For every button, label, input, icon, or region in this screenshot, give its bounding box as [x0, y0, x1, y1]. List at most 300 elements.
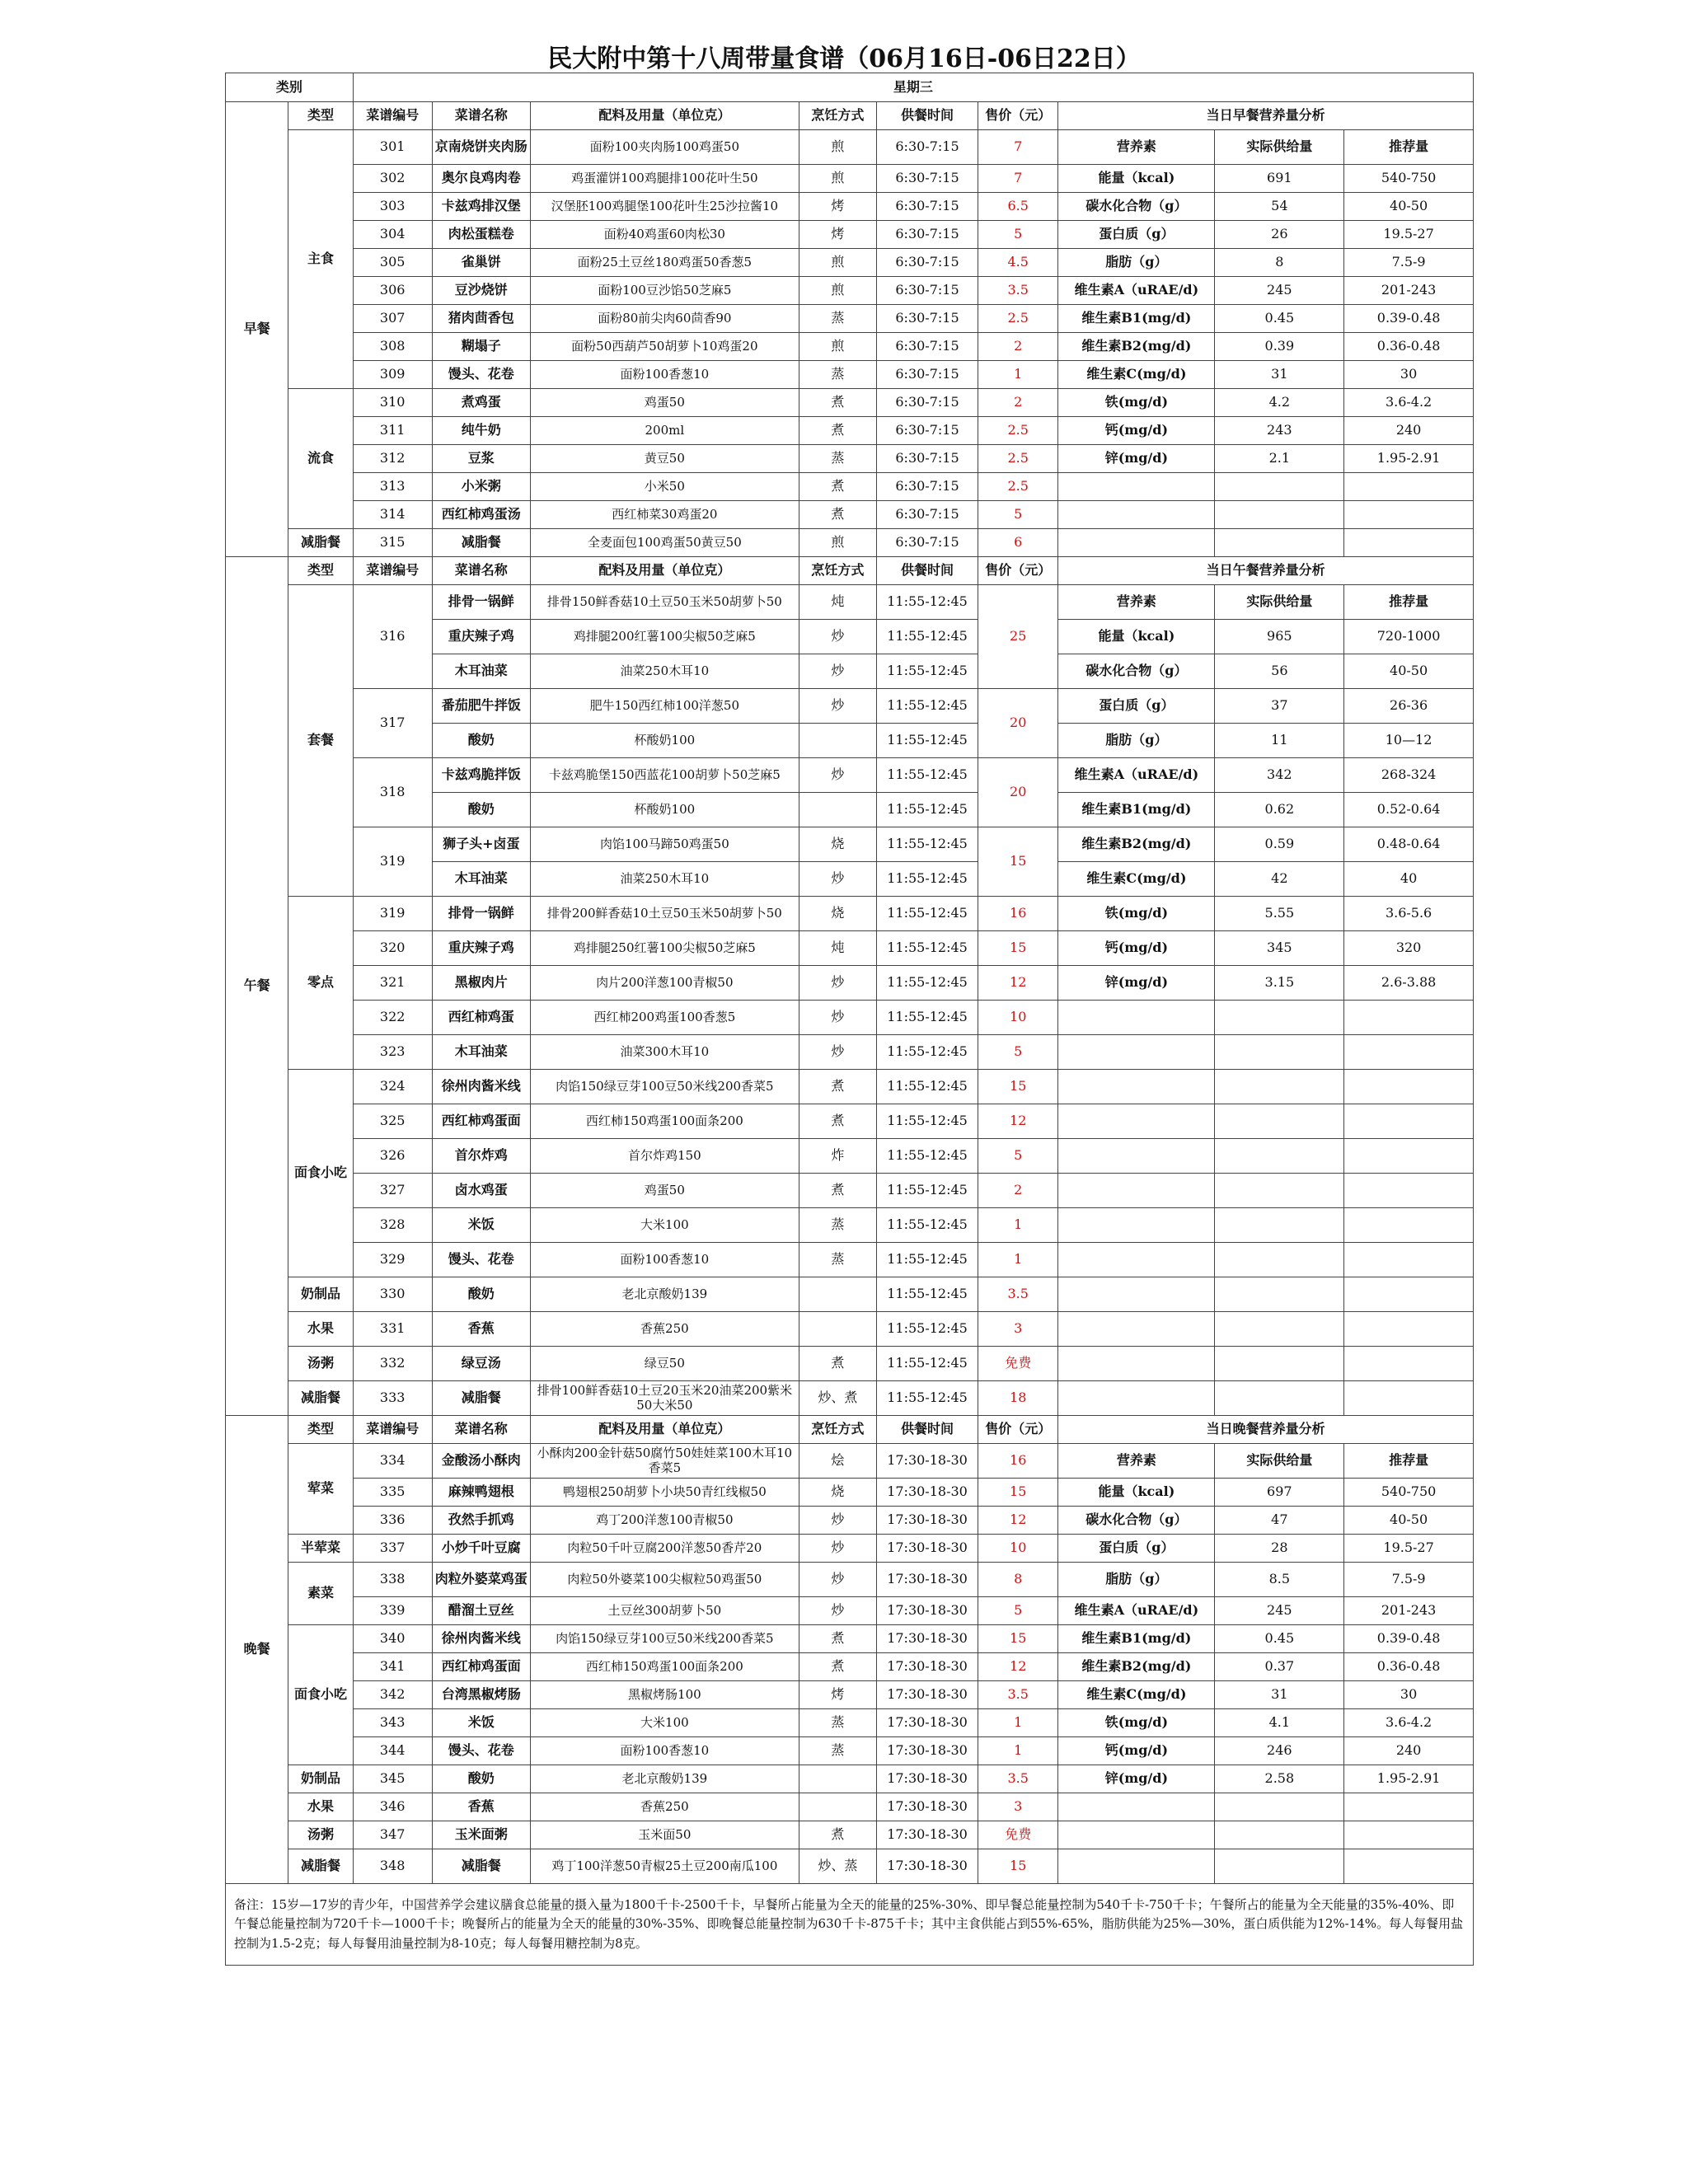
dish-time: 6:30-7:15	[876, 333, 978, 361]
dish-ingredients: 大米100	[530, 1709, 799, 1737]
empty-cell	[1215, 1035, 1344, 1070]
col-name: 菜谱名称	[432, 1416, 530, 1444]
nutrient-name: 碳水化合物（g）	[1058, 654, 1215, 689]
dish-name: 肉粒外婆菜鸡蛋	[432, 1563, 530, 1597]
dish-code: 318	[353, 758, 432, 827]
dish-time: 17:30-18-30	[876, 1849, 978, 1884]
nutrient-name: 维生素B1(mg/d)	[1058, 793, 1215, 827]
dish-row	[226, 1243, 1474, 1277]
empty-cell	[1215, 1849, 1344, 1884]
nutrient-actual: 697	[1215, 1479, 1344, 1507]
dish-type: 减脂餐	[288, 529, 353, 557]
dish-name: 酸奶	[432, 724, 530, 758]
dish-name: 馒头、花卷	[432, 1737, 530, 1765]
dish-name: 西红柿鸡蛋汤	[432, 501, 530, 529]
col-price: 售价（元）	[978, 102, 1058, 130]
dish-time: 11:55-12:45	[876, 654, 978, 689]
dish-time: 17:30-18-30	[876, 1444, 978, 1479]
analysis-title: 当日午餐营养量分析	[1058, 557, 1474, 585]
dish-code: 302	[353, 165, 432, 193]
dish-method: 烧	[799, 827, 876, 862]
empty-cell	[1058, 1174, 1215, 1208]
dish-ingredients: 鸡排腿250红薯100尖椒50芝麻5	[530, 931, 799, 966]
dish-row	[226, 1625, 1474, 1653]
dish-time: 17:30-18-30	[876, 1681, 978, 1709]
dish-ingredients: 汉堡胚100鸡腿堡100花叶生25沙拉酱10	[530, 193, 799, 221]
dish-code: 341	[353, 1653, 432, 1681]
dish-row	[226, 1479, 1474, 1507]
nutrient-actual: 0.59	[1215, 827, 1344, 862]
dish-time: 11:55-12:45	[876, 931, 978, 966]
dish-code: 315	[353, 529, 432, 557]
dish-name: 徐州肉酱米线	[432, 1625, 530, 1653]
dish-type: 荤菜	[288, 1444, 353, 1535]
dish-name: 雀巢饼	[432, 249, 530, 277]
dish-price: 免费	[978, 1347, 1058, 1381]
dish-type: 汤粥	[288, 1821, 353, 1849]
nutrient-recommended: 0.36-0.48	[1344, 333, 1474, 361]
dish-ingredients: 西红柿200鸡蛋100香葱5	[530, 1001, 799, 1035]
dish-method: 煎	[799, 165, 876, 193]
nutrient-actual: 31	[1215, 361, 1344, 389]
dish-ingredients: 大米100	[530, 1208, 799, 1243]
dish-code: 303	[353, 193, 432, 221]
dish-ingredients: 面粉100香葱10	[530, 361, 799, 389]
dish-ingredients: 面粉100香葱10	[530, 1737, 799, 1765]
dish-ingredients: 西红柿150鸡蛋100面条200	[530, 1653, 799, 1681]
dish-code: 310	[353, 389, 432, 417]
dish-code: 327	[353, 1174, 432, 1208]
nutrient-recommended: 540-750	[1344, 1479, 1474, 1507]
dish-row	[226, 1597, 1474, 1625]
nutrient-actual: 26	[1215, 221, 1344, 249]
empty-cell	[1058, 1139, 1215, 1174]
dish-row	[226, 1001, 1474, 1035]
nutrient-recommended: 40	[1344, 862, 1474, 897]
dish-method: 蒸	[799, 445, 876, 473]
dish-price: 10	[978, 1535, 1058, 1563]
nutrient-name: 维生素B2(mg/d)	[1058, 333, 1215, 361]
nutrient-recommended: 201-243	[1344, 1597, 1474, 1625]
nutrient-actual: 342	[1215, 758, 1344, 793]
dish-name: 奥尔良鸡肉卷	[432, 165, 530, 193]
dish-time: 6:30-7:15	[876, 193, 978, 221]
nutrient-recommended: 40-50	[1344, 1507, 1474, 1535]
actual-header: 实际供给量	[1215, 585, 1344, 620]
nutrient-actual: 0.45	[1215, 1625, 1344, 1653]
dish-method: 煮	[799, 1347, 876, 1381]
dish-method: 炒	[799, 654, 876, 689]
dish-row	[226, 1681, 1474, 1709]
dish-time: 6:30-7:15	[876, 417, 978, 445]
nutrient-actual: 691	[1215, 165, 1344, 193]
dish-row	[226, 1139, 1474, 1174]
dish-price: 3.5	[978, 1277, 1058, 1312]
empty-cell	[1215, 1208, 1344, 1243]
dish-name: 孜然手抓鸡	[432, 1507, 530, 1535]
dish-time: 17:30-18-30	[876, 1765, 978, 1793]
nutrient-recommended: 40-50	[1344, 193, 1474, 221]
dish-ingredients: 肉馅150绿豆芽100豆50米线200香菜5	[530, 1625, 799, 1653]
nutrient-recommended: 10—12	[1344, 724, 1474, 758]
empty-cell	[1058, 1208, 1215, 1243]
dish-ingredients: 肉馅150绿豆芽100豆50米线200香菜5	[530, 1070, 799, 1104]
dish-type: 半荤菜	[288, 1535, 353, 1563]
col-time: 供餐时间	[876, 557, 978, 585]
empty-cell	[1344, 1821, 1474, 1849]
dish-price: 12	[978, 1507, 1058, 1535]
dish-row	[226, 1765, 1474, 1793]
dish-ingredients: 面粉40鸡蛋60肉松30	[530, 221, 799, 249]
menu-table	[225, 73, 1474, 1966]
nutrient-name: 维生素B1(mg/d)	[1058, 1625, 1215, 1653]
dish-method	[799, 1793, 876, 1821]
dish-code: 331	[353, 1312, 432, 1347]
dish-price: 2.5	[978, 305, 1058, 333]
dish-time: 11:55-12:45	[876, 1381, 978, 1416]
dish-ingredients: 肉粒50千叶豆腐200洋葱50香芹20	[530, 1535, 799, 1563]
category-header: 类别	[226, 73, 354, 102]
dish-name: 京南烧饼夹肉肠	[432, 130, 530, 165]
dish-code: 306	[353, 277, 432, 305]
col-method: 烹饪方式	[799, 557, 876, 585]
recommended-header: 推荐量	[1344, 130, 1474, 165]
dish-time: 17:30-18-30	[876, 1535, 978, 1563]
dish-method: 煮	[799, 417, 876, 445]
dish-name: 香蕉	[432, 1312, 530, 1347]
empty-cell	[1344, 1208, 1474, 1243]
dish-method: 蒸	[799, 1709, 876, 1737]
dish-time: 11:55-12:45	[876, 793, 978, 827]
dish-ingredients: 杯酸奶100	[530, 793, 799, 827]
dish-method	[799, 793, 876, 827]
dish-code: 301	[353, 130, 432, 165]
dish-time: 6:30-7:15	[876, 165, 978, 193]
dish-row	[226, 249, 1474, 277]
dish-name: 卡兹鸡排汉堡	[432, 193, 530, 221]
dish-code: 328	[353, 1208, 432, 1243]
nutrient-recommended: 0.52-0.64	[1344, 793, 1474, 827]
dish-row	[226, 1563, 1474, 1597]
dish-name: 黑椒肉片	[432, 966, 530, 1001]
dish-code: 346	[353, 1793, 432, 1821]
dish-price: 15	[978, 1849, 1058, 1884]
dish-code: 319	[353, 897, 432, 931]
dish-method: 煮	[799, 1174, 876, 1208]
dish-name: 小炒千叶豆腐	[432, 1535, 530, 1563]
dish-time: 11:55-12:45	[876, 689, 978, 724]
dish-name: 西红柿鸡蛋	[432, 1001, 530, 1035]
dish-method: 炒	[799, 1597, 876, 1625]
nutrient-name: 蛋白质（g）	[1058, 689, 1215, 724]
dish-method: 煎	[799, 130, 876, 165]
dish-code: 329	[353, 1243, 432, 1277]
dish-name: 重庆辣子鸡	[432, 620, 530, 654]
nutrient-actual: 31	[1215, 1681, 1344, 1709]
dish-name: 西红柿鸡蛋面	[432, 1104, 530, 1139]
dish-price: 1	[978, 361, 1058, 389]
dish-ingredients: 鸡丁100洋葱50青椒25土豆200南瓜100	[530, 1849, 799, 1884]
dish-time: 17:30-18-30	[876, 1793, 978, 1821]
dish-method: 炒	[799, 1035, 876, 1070]
dish-name: 酸奶	[432, 793, 530, 827]
dish-ingredients: 西红柿菜30鸡蛋20	[530, 501, 799, 529]
empty-cell	[1344, 1312, 1474, 1347]
dish-ingredients: 香蕉250	[530, 1312, 799, 1347]
nutrient-actual: 37	[1215, 689, 1344, 724]
dish-code: 347	[353, 1821, 432, 1849]
dish-name: 徐州肉酱米线	[432, 1070, 530, 1104]
dish-time: 11:55-12:45	[876, 1104, 978, 1139]
dish-code: 348	[353, 1849, 432, 1884]
dish-ingredients: 面粉100夹肉肠100鸡蛋50	[530, 130, 799, 165]
dish-name: 绿豆汤	[432, 1347, 530, 1381]
col-price: 售价（元）	[978, 1416, 1058, 1444]
dish-row	[226, 1347, 1474, 1381]
dish-name: 减脂餐	[432, 529, 530, 557]
nutrient-recommended: 1.95-2.91	[1344, 445, 1474, 473]
dish-price: 12	[978, 1104, 1058, 1139]
empty-cell	[1344, 1849, 1474, 1884]
dish-price: 1	[978, 1709, 1058, 1737]
dish-ingredients: 黄豆50	[530, 445, 799, 473]
dish-code: 305	[353, 249, 432, 277]
empty-cell	[1344, 1139, 1474, 1174]
dish-ingredients: 老北京酸奶139	[530, 1765, 799, 1793]
dish-row	[226, 897, 1474, 931]
dish-code: 340	[353, 1625, 432, 1653]
nutrient-header: 营养素	[1058, 585, 1215, 620]
dish-price: 1	[978, 1243, 1058, 1277]
dish-price: 15	[978, 827, 1058, 897]
dish-price: 2	[978, 1174, 1058, 1208]
dish-row	[226, 1507, 1474, 1535]
dish-name: 台湾黑椒烤肠	[432, 1681, 530, 1709]
dish-method: 烤	[799, 193, 876, 221]
dish-ingredients: 面粉100香葱10	[530, 1243, 799, 1277]
dish-price: 5	[978, 221, 1058, 249]
dish-type: 奶制品	[288, 1277, 353, 1312]
dish-type: 零点	[288, 897, 353, 1070]
nutrient-name: 维生素B1(mg/d)	[1058, 305, 1215, 333]
nutrient-actual: 2.58	[1215, 1765, 1344, 1793]
empty-cell	[1058, 1381, 1215, 1416]
dish-row	[226, 689, 1474, 724]
empty-cell	[1344, 1381, 1474, 1416]
nutrient-recommended: 0.48-0.64	[1344, 827, 1474, 862]
dish-row	[226, 585, 1474, 620]
dish-time: 6:30-7:15	[876, 221, 978, 249]
col-method: 烹饪方式	[799, 102, 876, 130]
nutrient-actual: 245	[1215, 277, 1344, 305]
dish-time: 6:30-7:15	[876, 445, 978, 473]
nutrient-recommended: 0.39-0.48	[1344, 305, 1474, 333]
dish-price: 16	[978, 897, 1058, 931]
dish-code: 314	[353, 501, 432, 529]
nutrient-name: 钙(mg/d)	[1058, 417, 1215, 445]
dish-method: 烧	[799, 897, 876, 931]
dish-code: 316	[353, 585, 432, 689]
dish-row	[226, 193, 1474, 221]
meal-name: 午餐	[226, 557, 288, 1416]
dish-ingredients: 肉粒50外婆菜100尖椒粒50鸡蛋50	[530, 1563, 799, 1597]
dish-method: 炒	[799, 1563, 876, 1597]
dish-method: 炖	[799, 585, 876, 620]
dish-ingredients: 面粉80前尖肉60茴香90	[530, 305, 799, 333]
dish-name: 番茄肥牛拌饭	[432, 689, 530, 724]
dish-method: 煮	[799, 389, 876, 417]
dish-method: 煮	[799, 473, 876, 501]
header-row	[226, 73, 1474, 102]
empty-cell	[1344, 1277, 1474, 1312]
dish-row	[226, 165, 1474, 193]
dish-method: 炒	[799, 1535, 876, 1563]
dish-price: 20	[978, 689, 1058, 758]
dish-ingredients: 绿豆50	[530, 1347, 799, 1381]
dish-time: 6:30-7:15	[876, 473, 978, 501]
nutrient-name: 蛋白质（g）	[1058, 221, 1215, 249]
empty-cell	[1215, 1277, 1344, 1312]
empty-cell	[1215, 1243, 1344, 1277]
nutrient-name: 维生素A（uRAE/d)	[1058, 758, 1215, 793]
dish-name: 米饭	[432, 1709, 530, 1737]
dish-code: 332	[353, 1347, 432, 1381]
dish-ingredients: 鸡蛋灌饼100鸡腿排100花叶生50	[530, 165, 799, 193]
dish-name: 醋溜土豆丝	[432, 1597, 530, 1625]
empty-cell	[1058, 1243, 1215, 1277]
dish-ingredients: 鸭翅根250胡萝卜小块50青红线椒50	[530, 1479, 799, 1507]
dish-ingredients: 全麦面包100鸡蛋50黄豆50	[530, 529, 799, 557]
empty-cell	[1058, 1070, 1215, 1104]
nutrient-name: 维生素B2(mg/d)	[1058, 827, 1215, 862]
dish-time: 17:30-18-30	[876, 1737, 978, 1765]
nutrient-name: 铁(mg/d)	[1058, 1709, 1215, 1737]
dish-time: 17:30-18-30	[876, 1653, 978, 1681]
dish-time: 17:30-18-30	[876, 1821, 978, 1849]
dish-time: 11:55-12:45	[876, 1070, 978, 1104]
nutrient-recommended: 26-36	[1344, 689, 1474, 724]
dish-time: 6:30-7:15	[876, 501, 978, 529]
col-time: 供餐时间	[876, 102, 978, 130]
dish-name: 小米粥	[432, 473, 530, 501]
dish-row	[226, 1277, 1474, 1312]
empty-cell	[1215, 529, 1344, 557]
dish-code: 320	[353, 931, 432, 966]
dish-method: 煎	[799, 249, 876, 277]
nutrient-actual: 965	[1215, 620, 1344, 654]
dish-code: 324	[353, 1070, 432, 1104]
dish-time: 17:30-18-30	[876, 1709, 978, 1737]
dish-name: 排骨一锅鲜	[432, 897, 530, 931]
dish-code: 335	[353, 1479, 432, 1507]
weekday-header: 星期三	[353, 73, 1473, 102]
dish-name: 糊塌子	[432, 333, 530, 361]
nutrient-recommended: 2.6-3.88	[1344, 966, 1474, 1001]
dish-time: 6:30-7:15	[876, 389, 978, 417]
dish-price: 3.5	[978, 1681, 1058, 1709]
dish-code: 344	[353, 1737, 432, 1765]
dish-method: 煮	[799, 1104, 876, 1139]
nutrient-name: 锌(mg/d)	[1058, 1765, 1215, 1793]
nutrient-name: 脂肪（g）	[1058, 724, 1215, 758]
empty-cell	[1058, 1793, 1215, 1821]
col-ingredients: 配料及用量（单位克）	[530, 102, 799, 130]
dish-name: 酸奶	[432, 1277, 530, 1312]
dish-method	[799, 1312, 876, 1347]
dish-row	[226, 1821, 1474, 1849]
dish-method: 煎	[799, 529, 876, 557]
dish-row	[226, 966, 1474, 1001]
dish-time: 17:30-18-30	[876, 1507, 978, 1535]
dish-row	[226, 931, 1474, 966]
dish-time: 11:55-12:45	[876, 1139, 978, 1174]
dish-method: 炒	[799, 1507, 876, 1535]
dish-price: 5	[978, 1139, 1058, 1174]
dish-name: 肉松蛋糕卷	[432, 221, 530, 249]
dish-name: 豆沙烧饼	[432, 277, 530, 305]
dish-row	[226, 361, 1474, 389]
empty-cell	[1058, 529, 1215, 557]
dish-type: 减脂餐	[288, 1381, 353, 1416]
dish-ingredients: 200ml	[530, 417, 799, 445]
page-title: 民大附中第十八周带量食谱（06月16日-06日22日）	[547, 45, 1141, 73]
nutrient-recommended: 1.95-2.91	[1344, 1765, 1474, 1793]
empty-cell	[1215, 1104, 1344, 1139]
col-type: 类型	[288, 1416, 353, 1444]
dish-time: 11:55-12:45	[876, 1208, 978, 1243]
dish-ingredients: 卡兹鸡脆堡150西蓝花100胡萝卜50芝麻5	[530, 758, 799, 793]
dish-price: 15	[978, 1479, 1058, 1507]
nutrient-recommended: 30	[1344, 1681, 1474, 1709]
dish-row	[226, 1208, 1474, 1243]
empty-cell	[1344, 473, 1474, 501]
dish-row	[226, 1035, 1474, 1070]
dish-ingredients: 黑椒烤肠100	[530, 1681, 799, 1709]
dish-code: 308	[353, 333, 432, 361]
dish-price: 5	[978, 1035, 1058, 1070]
dish-name: 首尔炸鸡	[432, 1139, 530, 1174]
dish-ingredients: 老北京酸奶139	[530, 1277, 799, 1312]
dish-time: 11:55-12:45	[876, 1174, 978, 1208]
nutrient-recommended: 540-750	[1344, 165, 1474, 193]
dish-code: 326	[353, 1139, 432, 1174]
nutrient-actual: 28	[1215, 1535, 1344, 1563]
dish-method: 炖	[799, 931, 876, 966]
dish-ingredients: 油菜250木耳10	[530, 862, 799, 897]
col-code: 菜谱编号	[353, 557, 432, 585]
dish-row	[226, 277, 1474, 305]
dish-row	[226, 1793, 1474, 1821]
dish-time: 11:55-12:45	[876, 1277, 978, 1312]
col-ingredients: 配料及用量（单位克）	[530, 1416, 799, 1444]
nutrient-actual: 8.5	[1215, 1563, 1344, 1597]
nutrient-name: 铁(mg/d)	[1058, 389, 1215, 417]
col-name: 菜谱名称	[432, 557, 530, 585]
dish-method	[799, 724, 876, 758]
nutrient-actual: 2.1	[1215, 445, 1344, 473]
nutrient-name: 维生素A（uRAE/d)	[1058, 277, 1215, 305]
empty-cell	[1344, 501, 1474, 529]
dish-type: 面食小吃	[288, 1625, 353, 1765]
nutrient-name: 钙(mg/d)	[1058, 1737, 1215, 1765]
dish-price: 5	[978, 501, 1058, 529]
dish-code: 338	[353, 1563, 432, 1597]
dish-type: 素菜	[288, 1563, 353, 1625]
dish-code: 304	[353, 221, 432, 249]
dish-code: 325	[353, 1104, 432, 1139]
dish-code: 317	[353, 689, 432, 758]
dish-ingredients: 杯酸奶100	[530, 724, 799, 758]
